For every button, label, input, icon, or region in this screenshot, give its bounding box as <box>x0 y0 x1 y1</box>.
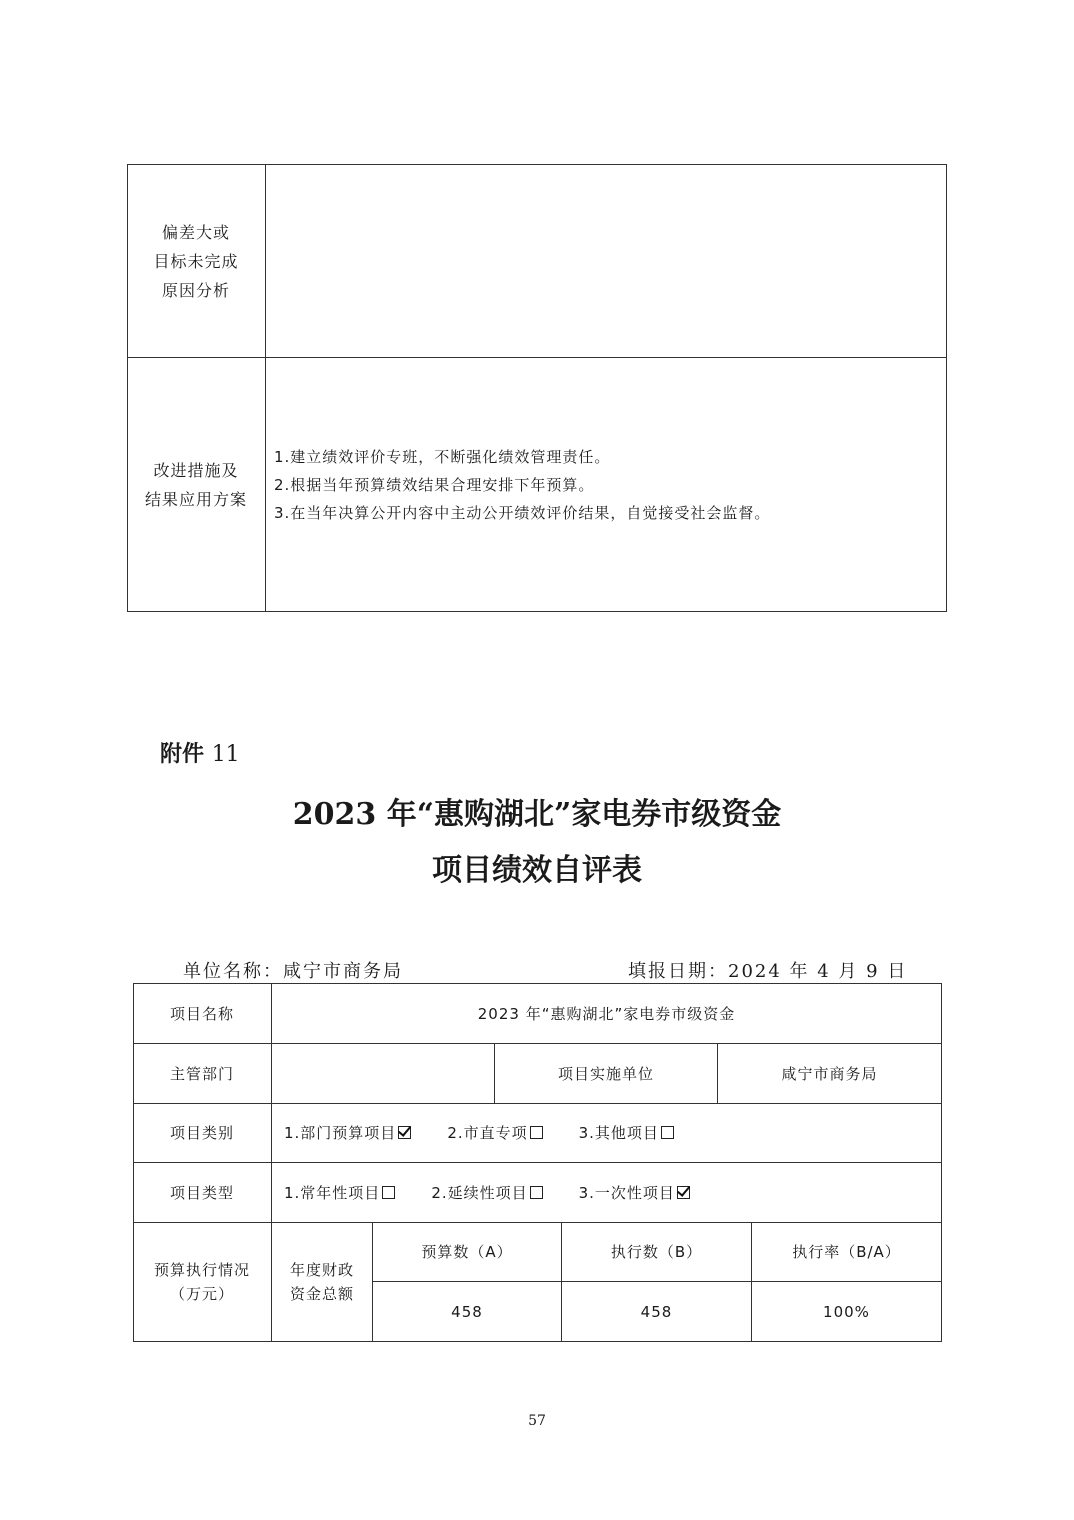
deviation-label <box>127 218 265 305</box>
budget-header: 预算数（A） <box>421 1243 513 1261</box>
fill-date: 填报日期：2024 年 4 月 9 日 <box>628 961 908 982</box>
improvement-item: 1.建立绩效评价专班，不断强化绩效管理责任。 <box>274 448 611 466</box>
dept-label: 主管部门 <box>169 1064 234 1083</box>
category-option[interactable] <box>447 1122 542 1143</box>
budget-value: 458 <box>451 1302 483 1321</box>
category-options <box>272 1103 941 1162</box>
table-border <box>133 1341 942 1342</box>
checkbox-icon[interactable] <box>661 1126 674 1139</box>
type-option[interactable] <box>284 1182 395 1203</box>
checked-box-icon[interactable] <box>677 1186 690 1199</box>
type-option[interactable] <box>431 1182 542 1203</box>
annex-number: 11 <box>211 742 240 767</box>
unit-name: 单位名称：咸宁市商务局 <box>183 961 403 982</box>
annex-label <box>160 737 240 768</box>
budget-label-line: 预算执行情况 <box>153 1260 250 1279</box>
impl-unit-value: 咸宁市商务局 <box>781 1064 878 1083</box>
rate-header: 执行率（B/A） <box>792 1243 901 1261</box>
fund-label-line: 资金总额 <box>289 1284 354 1303</box>
dept-value <box>272 1043 494 1103</box>
improvement-content <box>274 443 939 527</box>
category-option-text: 3.其他项目 <box>578 1124 659 1142</box>
project-name-label: 项目名称 <box>169 1004 234 1023</box>
improvement-item: 3.在当年决算公开内容中主动公开绩效评价结果，自觉接受社会监督。 <box>274 504 771 522</box>
type-option-text: 1.常年性项目 <box>284 1183 381 1202</box>
self-evaluation-table <box>133 983 942 1342</box>
checkbox-icon[interactable] <box>530 1126 543 1139</box>
checkbox-icon[interactable] <box>382 1186 395 1199</box>
rate-value: 100% <box>823 1302 870 1321</box>
type-option-text: 2.延续性项目 <box>431 1183 528 1202</box>
checked-box-icon[interactable] <box>398 1126 411 1139</box>
table-divider <box>265 164 266 612</box>
improvement-label <box>127 456 265 514</box>
budget-label-line: （万元） <box>169 1284 234 1303</box>
type-options <box>272 1162 941 1222</box>
improvement-label-line: 改进措施及 <box>153 461 239 480</box>
improvement-label-line: 结果应用方案 <box>144 490 247 509</box>
deviation-label-line: 原因分析 <box>161 281 230 300</box>
budget-label <box>133 1222 271 1341</box>
table-divider <box>127 357 947 358</box>
checkbox-icon[interactable] <box>530 1186 543 1199</box>
category-label: 项目类别 <box>169 1124 234 1142</box>
deviation-label-line: 目标未完成 <box>153 252 239 271</box>
page-number: 57 <box>528 1413 546 1429</box>
executed-value: 458 <box>640 1302 673 1321</box>
fund-label-line: 年度财政 <box>289 1260 354 1279</box>
type-label: 项目类型 <box>169 1183 234 1202</box>
project-name-value: 2023 年“惠购湖北”家电券市级资金 <box>477 1004 736 1023</box>
deviation-label-line: 偏差大或 <box>161 223 230 242</box>
executed-header: 执行数（B） <box>610 1243 703 1261</box>
improvement-item: 2.根据当年预算绩效结果合理安排下年预算。 <box>274 476 595 494</box>
fund-label <box>272 1222 372 1341</box>
page-title: 2023 年“惠购湖北”家电券市级资金 <box>292 797 782 832</box>
category-option[interactable] <box>579 1122 674 1143</box>
category-option[interactable] <box>284 1122 411 1143</box>
category-option-text: 2.市直专项 <box>447 1124 528 1142</box>
page-subtitle: 项目绩效自评表 <box>432 853 642 888</box>
impl-unit-label: 项目实施单位 <box>557 1064 654 1083</box>
category-option-text: 1.部门预算项目 <box>284 1124 397 1142</box>
annex-text: 附件 <box>160 741 205 767</box>
type-option-text: 3.一次性项目 <box>578 1183 675 1202</box>
type-option[interactable] <box>579 1182 690 1203</box>
